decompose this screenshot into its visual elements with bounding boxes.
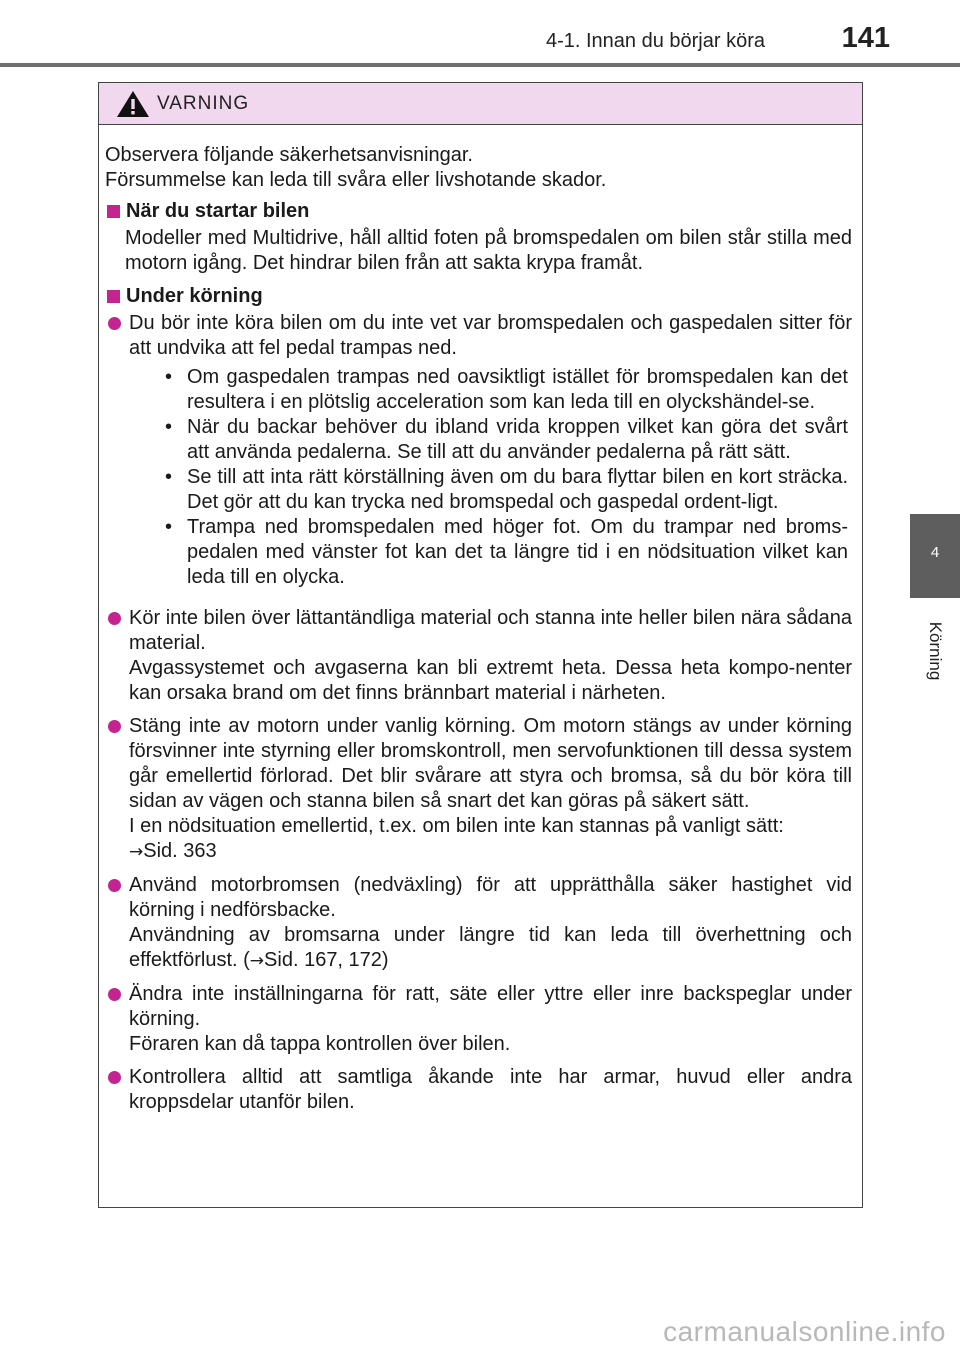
starting-text: Modeller med Multidrive, håll alltid foten på bromspedalen om bilen står stilla med motorn igång. Det hindrar bilen från att sakta krypa framåt. xyxy=(125,227,852,274)
warning-box xyxy=(98,82,863,1208)
reference-arrow-icon: → xyxy=(249,951,265,971)
bullet-6-text: Kontrollera alltid att samtliga åkande inte har armar, huvud eller andra kroppsdelar utanför bilen. xyxy=(129,1066,852,1113)
circle-bullet-icon xyxy=(108,879,121,892)
sub-list-item xyxy=(165,365,852,415)
circle-bullet-icon xyxy=(108,1071,121,1084)
circle-bullet-icon xyxy=(108,612,121,625)
header-rule xyxy=(0,63,960,67)
chapter-number: 4 xyxy=(930,544,940,561)
heading-starting-text: När du startar bilen xyxy=(126,200,310,222)
sub-list-item xyxy=(165,515,852,590)
sub-item-text: Om gaspedalen trampas ned oavsiktligt istället för bromspedalen kan det resultera i en plötslig acceleration som kan leda till en olyckshändel-se. xyxy=(187,366,848,413)
list-item xyxy=(105,714,852,865)
intro-line-2: Försummelse kan leda till svåra eller livshotande skador. xyxy=(105,169,607,191)
bullet-2-line-1: Kör inte bilen över lättantändliga material och stanna inte heller bilen nära sådana material. xyxy=(129,607,852,654)
warning-header xyxy=(99,83,862,125)
bullet-5-line-1: Ändra inte inställningarna för ratt, säte eller yttre eller inre backspeglar under körning. xyxy=(129,983,852,1030)
sub-list-item xyxy=(165,465,852,515)
chapter-tab xyxy=(910,514,960,598)
bullet-4-line-2: Användning av bromsarna under längre tid kan leda till överhettning och effektförlust. ( xyxy=(129,924,852,971)
warning-triangle-icon xyxy=(116,90,150,118)
intro-line-1: Observera följande säkerhetsanvisningar. xyxy=(105,144,473,166)
heading-driving xyxy=(105,284,852,309)
sub-item-text: När du backar behöver du ibland vrida kroppen vilket kan göra det svårt att använda pedalerna. Se till att du använder pedalerna på rätt sätt. xyxy=(187,416,848,463)
chapter-label xyxy=(915,606,955,696)
circle-bullet-icon xyxy=(108,988,121,1001)
warning-intro xyxy=(105,143,852,193)
sub-list xyxy=(129,365,852,590)
warning-title: VARNING xyxy=(157,93,250,114)
bullet-3-line-1: Stäng inte av motorn under vanlig körning. Om motorn stängs av under körning försvinner inte styrning eller bromskontroll, men servofunktionen till dessa system går emellertid förlorad. Det blir svårare att styra och bromsa, så du bör köra till sidan av vägen och stanna bilen så snart det kan göras på säkert sätt. xyxy=(129,715,852,812)
watermark: carmanualsonline.info xyxy=(663,1316,946,1347)
sub-bullet-mark: • xyxy=(165,466,173,488)
page-reference-link[interactable]: Sid. 167, 172) xyxy=(264,949,389,971)
circle-bullet-icon xyxy=(108,317,121,330)
bullet-4-line-1: Använd motorbromsen (nedväxling) för att upprätthålla säker hastighet vid körning i nedförsbacke. xyxy=(129,874,852,921)
heading-driving-text: Under körning xyxy=(126,285,263,307)
heading-starting xyxy=(105,199,852,224)
section-title: 4-1. Innan du börjar köra xyxy=(545,30,765,52)
warning-body xyxy=(99,125,862,1115)
page-number: 141 xyxy=(841,22,890,54)
sub-item-text: Se till att inta rätt körställning även om du bara flyttar bilen en kort sträcka. Det gör att du kan trycka ned bromspedal och gaspedal ordent-ligt. xyxy=(187,466,848,513)
sub-bullet-mark: • xyxy=(165,516,173,538)
list-item xyxy=(105,873,852,974)
page-header xyxy=(0,0,960,68)
page-reference-link[interactable]: Sid. 363 xyxy=(143,840,217,862)
circle-bullet-icon xyxy=(108,720,121,733)
list-item xyxy=(105,606,852,706)
sub-item-text: Trampa ned bromspedalen med höger fot. Om du trampar ned broms-pedalen med vänster fot kan det ta längre tid i en nödsituation vilket kan leda till en olycka. xyxy=(187,516,848,588)
list-item xyxy=(105,1065,852,1115)
sub-bullet-mark: • xyxy=(165,366,173,388)
chapter-label-text: Körning xyxy=(926,621,945,681)
reference-arrow-icon: → xyxy=(129,842,144,862)
sub-list-item xyxy=(165,415,852,465)
bullet-5-line-2: Föraren kan då tappa kontrollen över bilen. xyxy=(129,1033,511,1055)
list-item xyxy=(105,982,852,1057)
bullet-2-line-2: Avgassystemet och avgaserna kan bli extremt heta. Dessa heta kompo-nenter kan orsaka brand om det finns brännbart material i närheten. xyxy=(129,657,852,704)
square-bullet-icon xyxy=(107,290,120,303)
list-item xyxy=(105,311,852,598)
bullet-1-text: Du bör inte köra bilen om du inte vet var bromspedalen och gaspedalen sitter för att undvika att fel pedal trampas ned. xyxy=(129,312,852,359)
square-bullet-icon xyxy=(107,205,120,218)
bullet-3-line-2: I en nödsituation emellertid, t.ex. om bilen inte kan stannas på vanligt sätt: xyxy=(129,815,784,837)
sub-bullet-mark: • xyxy=(165,416,173,438)
